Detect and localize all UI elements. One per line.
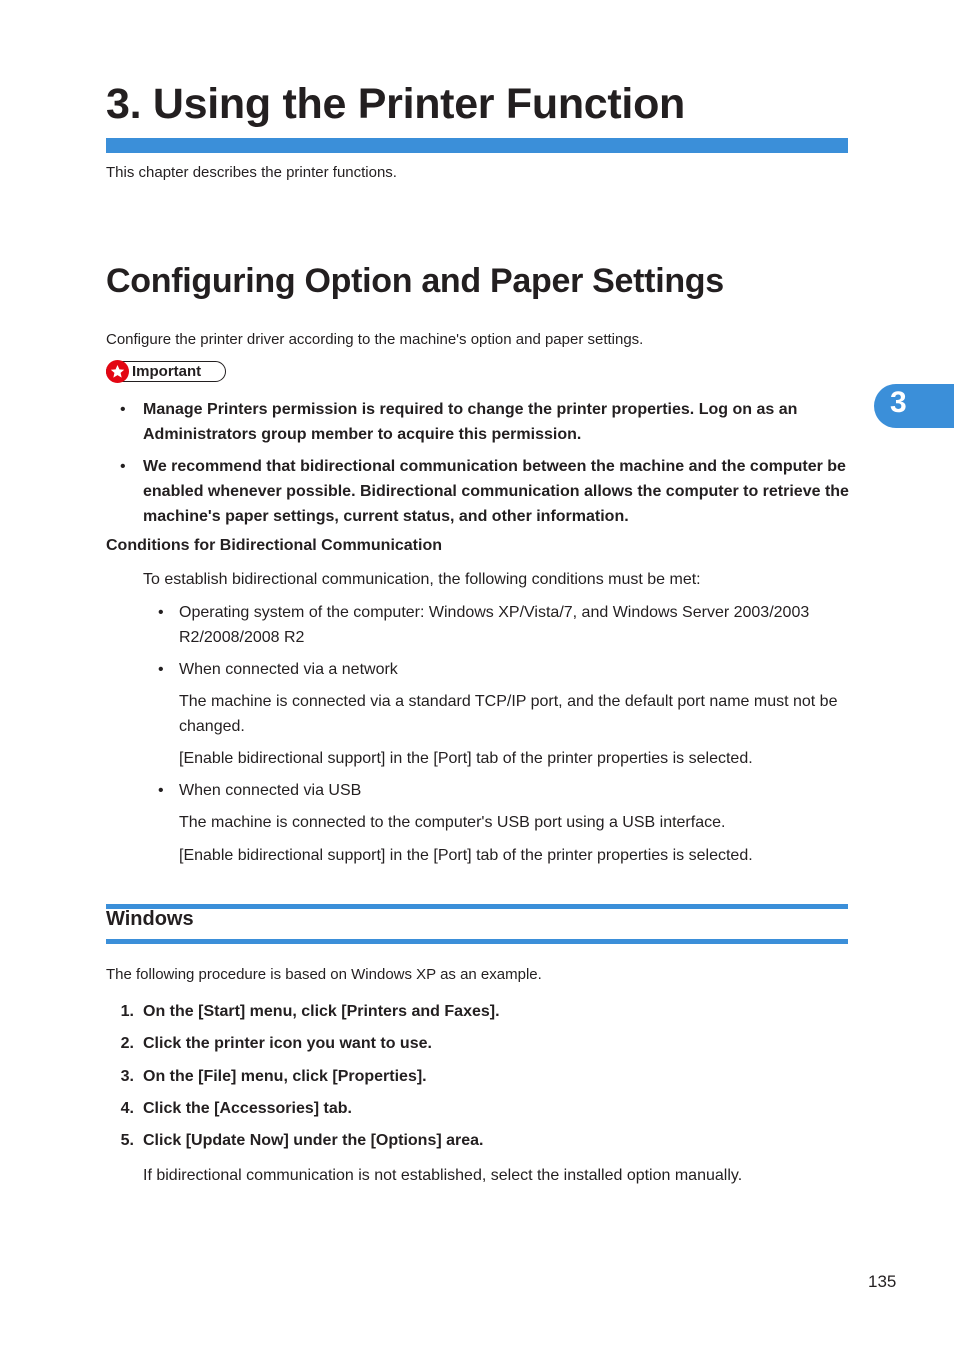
bullet-icon: • [158, 604, 164, 621]
chapter-title-bar [106, 138, 848, 153]
step-number: 2. [120, 1035, 134, 1052]
condition-usb-desc: The machine is connected to the computer's USB port using a USB interface. [179, 814, 726, 831]
windows-title-bar-top [106, 904, 848, 909]
bullet-icon: • [158, 661, 164, 678]
page-number: 135 [868, 1272, 897, 1291]
condition-os-line: Operating system of the computer: Windows XP/Vista/7, and Windows Server 2003/2003 [179, 604, 810, 621]
chapter-intro: This chapter describes the printer functions. [106, 164, 397, 181]
step-number: 4. [120, 1100, 134, 1117]
chapter-side-tab-number: 3 [890, 386, 907, 419]
step-text: On the [Start] menu, click [Printers and Faxes]. [143, 1003, 500, 1020]
important-item [143, 397, 843, 447]
step-number: 3. [120, 1068, 134, 1085]
chapter-side-tab [874, 384, 954, 428]
step-text: On the [File] menu, click [Properties]. [143, 1068, 427, 1085]
section-intro: Configure the printer driver according to the machine's option and paper settings. [106, 331, 644, 348]
conditions-intro: To establish bidirectional communication, the following conditions must be met: [143, 571, 701, 588]
important-item-line: machine's paper settings, current status, and other information. [143, 508, 629, 525]
condition-usb-setting: [Enable bidirectional support] in the [Port] tab of the printer properties is selected. [179, 847, 753, 864]
important-item-line: enabled whenever possible. Bidirectional communication allows the computer to retrieve the [143, 483, 849, 500]
bullet-icon: • [120, 401, 126, 418]
condition-network-desc-line: The machine is connected via a standard TCP/IP port, and the default port name must not be [179, 693, 838, 710]
condition-network-setting: [Enable bidirectional support] in the [Port] tab of the printer properties is selected. [179, 750, 753, 767]
important-item [143, 454, 853, 529]
bullet-icon: • [158, 782, 164, 799]
section-title: Configuring Option and Paper Settings [106, 262, 724, 300]
condition-network: When connected via a network [179, 661, 398, 678]
chapter-title: 3. Using the Printer Function [106, 80, 686, 128]
windows-intro: The following procedure is based on Windows XP as an example. [106, 966, 542, 983]
condition-os-line: R2/2008/2008 R2 [179, 629, 305, 646]
windows-title-bar-bottom [106, 939, 848, 944]
step-number: 5. [120, 1132, 134, 1149]
windows-title: Windows [106, 908, 194, 930]
important-text: Important [132, 363, 202, 380]
condition-network-desc [179, 689, 859, 739]
step-text: Click [Update Now] under the [Options] area. [143, 1132, 484, 1149]
important-item-line: Administrators group member to acquire this permission. [143, 426, 582, 443]
condition-os [179, 600, 859, 650]
conditions-heading: Conditions for Bidirectional Communication [106, 537, 442, 554]
important-item-line: We recommend that bidirectional communication between the machine and the computer be [143, 458, 846, 475]
step-note: If bidirectional communication is not established, select the installed option manually. [143, 1167, 743, 1184]
condition-network-desc-line: changed. [179, 718, 245, 735]
bullet-icon: • [120, 458, 126, 475]
important-label [106, 361, 226, 382]
star-icon [106, 360, 129, 383]
condition-usb: When connected via USB [179, 782, 362, 799]
important-item-line: Manage Printers permission is required to change the printer properties. Log on as an [143, 401, 798, 418]
step-text: Click the printer icon you want to use. [143, 1035, 432, 1052]
step-number: 1. [120, 1003, 134, 1020]
step-text: Click the [Accessories] tab. [143, 1100, 352, 1117]
